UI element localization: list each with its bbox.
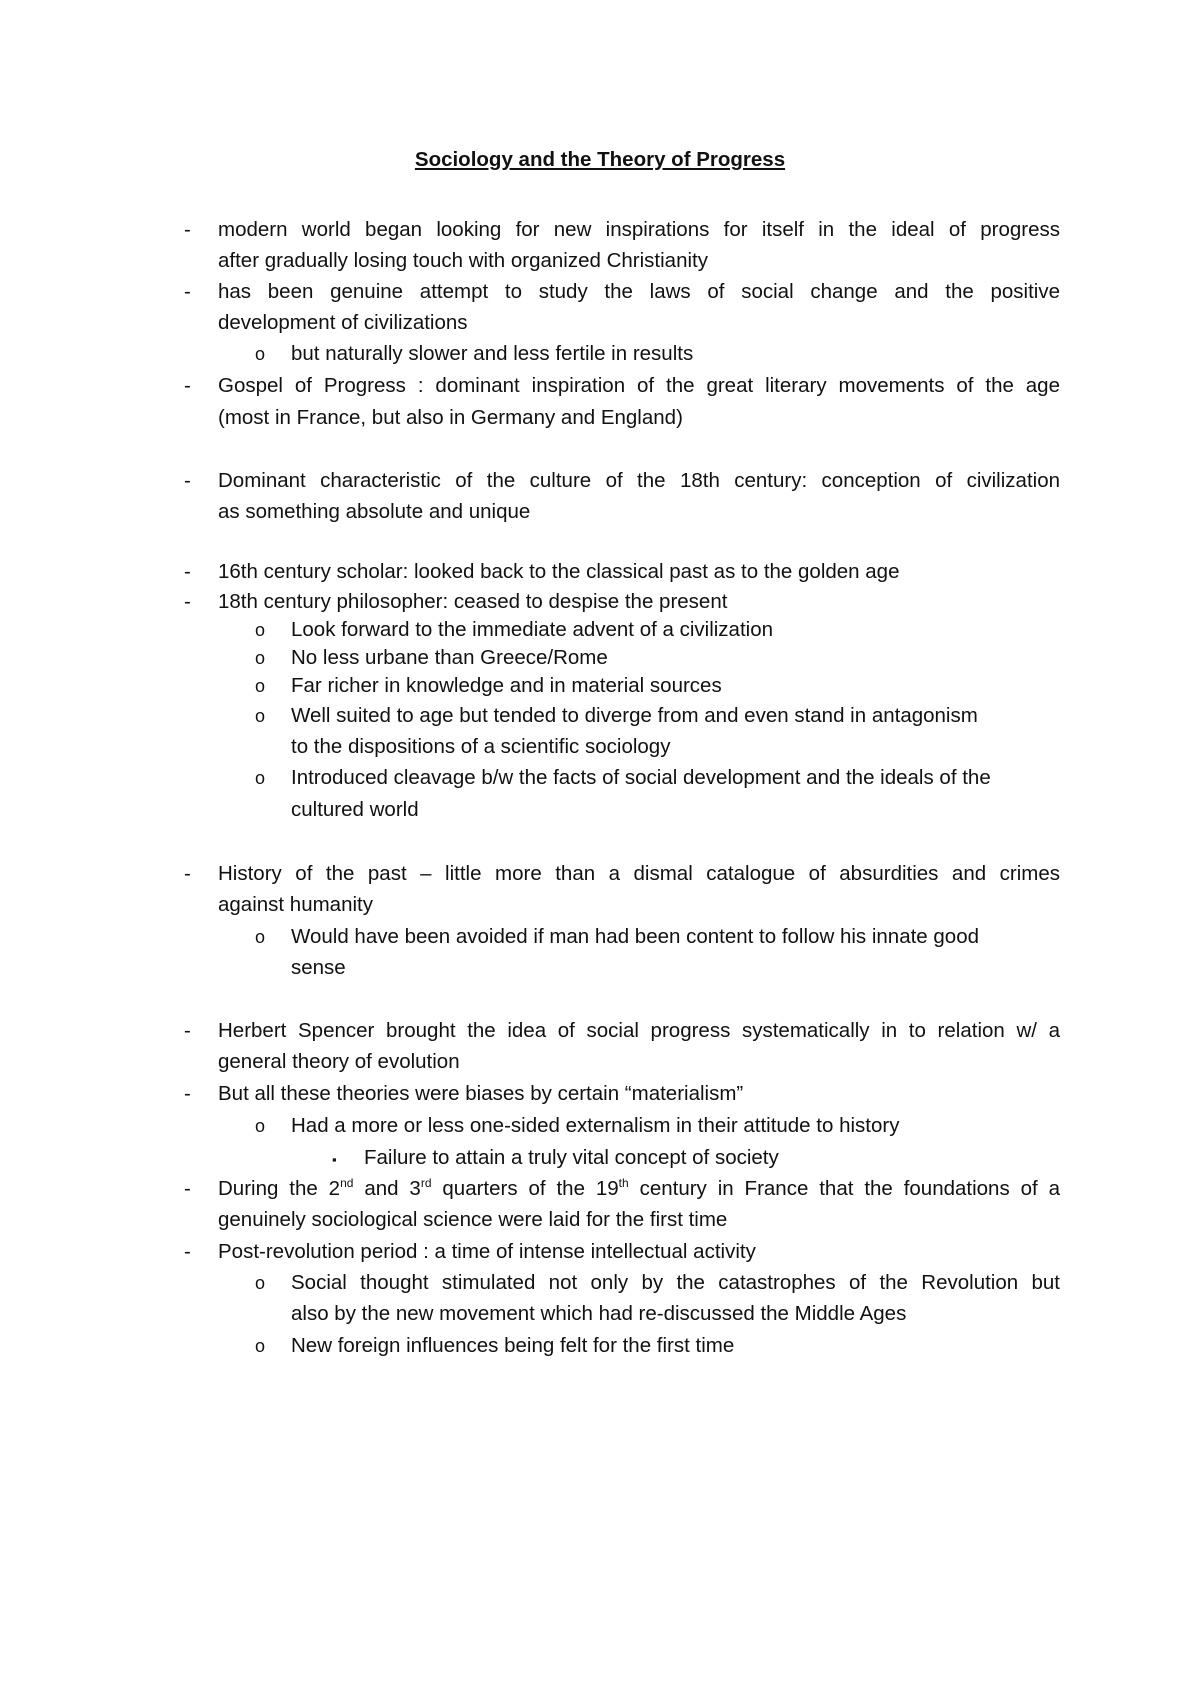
sub-list-item <box>255 342 1060 366</box>
dash-bullet: - <box>184 1082 191 1105</box>
list-item-text: to the dispositions of a scientific sociology <box>291 735 671 758</box>
list-item <box>184 1240 1060 1264</box>
list-item-text: Far richer in knowledge and in material sources <box>291 674 722 697</box>
list-item <box>184 1019 1060 1043</box>
sub-sub-list-item <box>332 1146 1060 1170</box>
list-item-text: New foreign influences being felt for the first time <box>291 1334 735 1357</box>
list-item-text: But all these theories were biases by certain “materialism” <box>218 1082 744 1105</box>
dash-bullet: - <box>184 560 191 583</box>
list-item-text: cultured world <box>291 798 419 821</box>
dash-bullet: - <box>184 1240 191 1263</box>
text-fragment: quarters of the 19 <box>431 1177 619 1200</box>
list-item-text: (most in France, but also in Germany and England) <box>218 406 683 429</box>
list-item-text: also by the new movement which had re-discussed the Middle Ages <box>291 1302 907 1325</box>
list-item-text: No less urbane than Greece/Rome <box>291 646 608 669</box>
list-item-text: Would have been avoided if man had been content to follow his innate good <box>291 925 980 948</box>
list-item-text: genuinely sociological science were laid for the first time <box>218 1208 728 1231</box>
list-item-text: Failure to attain a truly vital concept of society <box>364 1146 779 1169</box>
list-item-text: Dominant characteristic of the culture of the 18th century: conception of civilization <box>218 469 1060 492</box>
text-fragment: century in France that the foundations of a <box>628 1177 1060 1200</box>
superscript: nd <box>340 1176 354 1191</box>
list-item-text: general theory of evolution <box>218 1050 460 1073</box>
list-item-text: against humanity <box>218 893 373 916</box>
sub-list-item <box>255 674 1060 698</box>
list-item-text: as something absolute and unique <box>218 500 531 523</box>
list-item-text: modern world began looking for new inspirations for itself in the ideal of progress <box>218 218 1060 241</box>
superscript: th <box>618 1176 629 1191</box>
list-item-text: development of civilizations <box>218 311 468 334</box>
list-item-text: Had a more or less one-sided externalism in their attitude to history <box>291 1114 900 1137</box>
list-item <box>184 1176 1060 1201</box>
dash-bullet: - <box>184 374 191 397</box>
circle-bullet: o <box>255 648 266 668</box>
text-fragment: During the 2 <box>218 1177 341 1200</box>
sub-list-item <box>255 704 1060 728</box>
sub-list-item <box>255 618 1060 642</box>
list-item-continuation <box>218 311 1060 335</box>
list-item-text: History of the past – little more than a dismal catalogue of absurdities and crimes <box>218 862 1060 885</box>
list-item-text: Herbert Spencer brought the idea of social progress systematically in to relation w/ a <box>218 1019 1060 1042</box>
circle-bullet: o <box>255 676 266 696</box>
list-item <box>184 1082 1060 1106</box>
list-item-continuation <box>218 893 1060 917</box>
list-item-text: Gospel of Progress : dominant inspiration of the great literary movements of the age <box>218 374 1060 397</box>
dash-bullet: - <box>184 590 191 613</box>
list-item-text: has been genuine attempt to study the laws of social change and the positive <box>218 280 1060 303</box>
sub-list-item <box>255 646 1060 670</box>
circle-bullet: o <box>255 620 266 640</box>
list-item-continuation <box>291 1302 1060 1326</box>
sub-list-item <box>255 1334 1060 1358</box>
dash-bullet: - <box>184 862 191 885</box>
list-item <box>184 469 1060 493</box>
list-item-continuation <box>291 798 1060 822</box>
square-bullet: ▪ <box>332 1152 337 1167</box>
list-item-continuation <box>218 500 1060 524</box>
list-item <box>184 280 1060 304</box>
list-item-text: 18th century philosopher: ceased to despise the present <box>218 590 728 613</box>
circle-bullet: o <box>255 1273 266 1293</box>
sub-list-item <box>255 1114 1060 1138</box>
document-title: Sociology and the Theory of Progress <box>414 148 786 171</box>
list-item-text: Well suited to age but tended to diverge from and even stand in antagonism <box>291 704 978 727</box>
superscript: rd <box>420 1176 432 1191</box>
dash-bullet: - <box>184 280 191 303</box>
dash-bullet: - <box>184 218 191 241</box>
list-item-continuation <box>218 1050 1060 1074</box>
list-item-text: but naturally slower and less fertile in results <box>291 342 694 365</box>
list-item-text: after gradually losing touch with organized Christianity <box>218 249 708 272</box>
list-item-text: Look forward to the immediate advent of a civilization <box>291 618 774 641</box>
list-item-text: 16th century scholar: looked back to the classical past as to the golden age <box>218 560 900 583</box>
list-item-continuation <box>291 735 1060 759</box>
circle-bullet: o <box>255 768 266 788</box>
circle-bullet: o <box>255 927 266 947</box>
list-item-text: Social thought stimulated not only by the catastrophes of the Revolution but <box>291 1271 1060 1294</box>
circle-bullet: o <box>255 344 266 364</box>
list-item-text <box>218 1177 1060 1201</box>
dash-bullet: - <box>184 1019 191 1042</box>
list-item <box>184 560 1060 584</box>
circle-bullet: o <box>255 1336 266 1356</box>
dash-bullet: - <box>184 469 191 492</box>
sub-list-item <box>255 925 1060 949</box>
list-item-text: Post-revolution period : a time of intense intellectual activity <box>218 1240 756 1263</box>
list-item-text: Introduced cleavage b/w the facts of social development and the ideals of the <box>291 766 991 789</box>
circle-bullet: o <box>255 1116 266 1136</box>
list-item <box>184 218 1060 242</box>
list-item-continuation <box>218 406 1060 430</box>
list-item <box>184 862 1060 886</box>
list-item <box>184 590 1060 614</box>
sub-list-item <box>255 1271 1060 1295</box>
text-fragment: and 3 <box>353 1177 421 1200</box>
list-item-continuation <box>291 956 1060 980</box>
dash-bullet: - <box>184 1177 191 1200</box>
list-item-continuation <box>218 249 1060 273</box>
list-item-continuation <box>218 1208 1060 1232</box>
circle-bullet: o <box>255 706 266 726</box>
list-item <box>184 374 1060 398</box>
list-item-text: sense <box>291 956 346 979</box>
sub-list-item <box>255 766 1060 790</box>
